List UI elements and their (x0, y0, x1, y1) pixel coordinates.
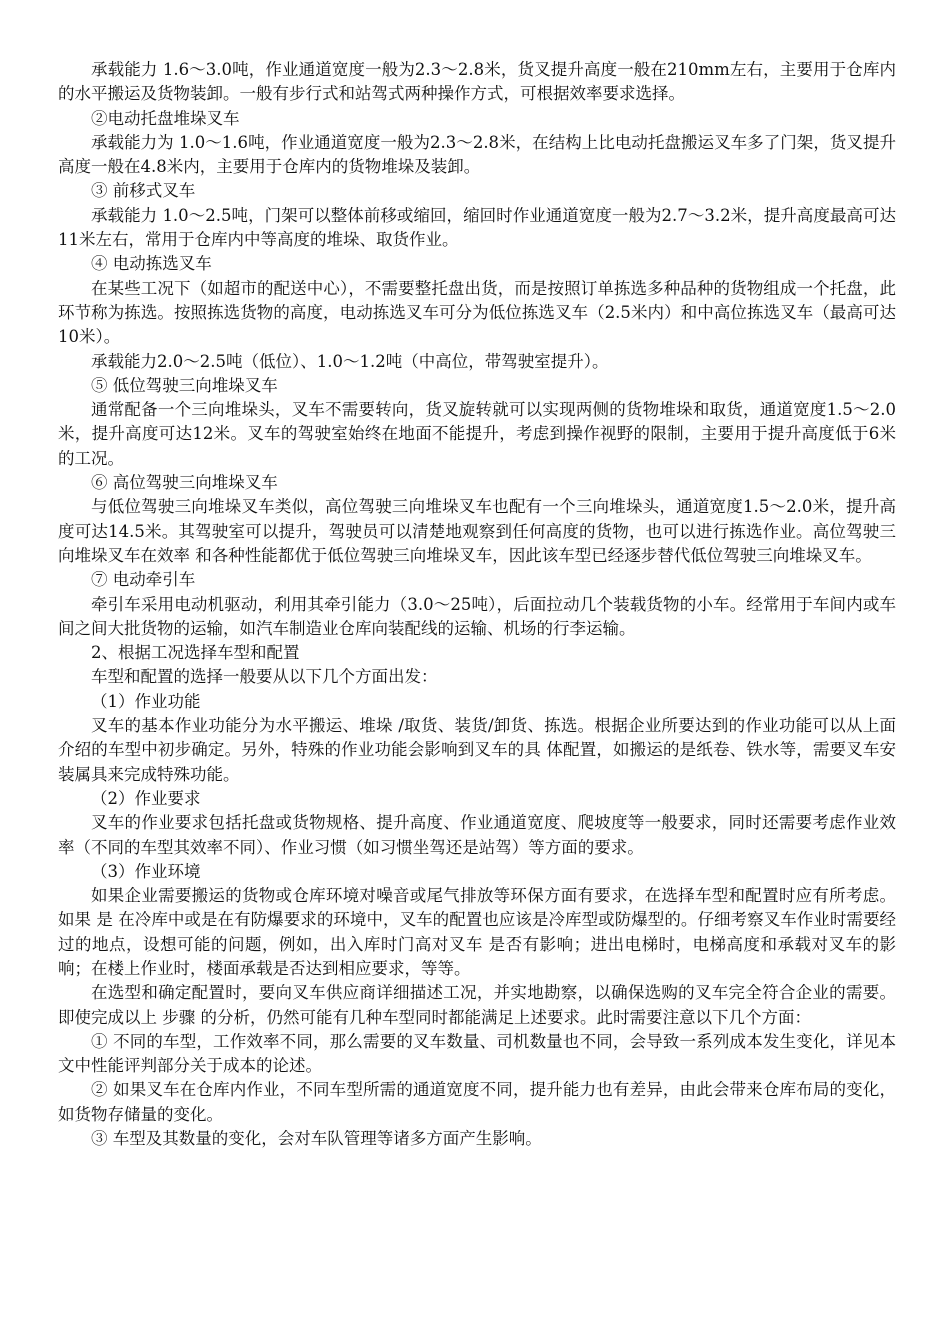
heading-low-level-turret-truck: ⑤ 低位驾驶三向堆垛叉车 (91, 375, 278, 395)
subheading-operation-function: （1）作业功能 (91, 691, 201, 711)
heading-electric-tow-tractor: ⑦ 电动牵引车 (91, 570, 196, 590)
heading-order-picker: ④ 电动拣选叉车 (91, 254, 212, 274)
document-page (58, 58, 896, 1151)
paragraph-high-level-turret-truck: 与低位驾驶三向堆垛叉车类似，高位驾驶三向堆垛叉车也配有一个三向堆垛头，通道宽度1.5～2.0米，提升高度可达14.5米。其驾驶室可以提升，驾驶员可以清楚地观察到任何高度的货物，也可以进行拣选作业。高位驾驶三向堆垛叉车在效率 和各种性能都优于低位驾驶三向堆垛叉车，因此该车型已经逐步替代低位驾驶三向堆垛叉车。 (58, 497, 896, 565)
subheading-operation-environment: （3）作业环境 (91, 861, 201, 881)
paragraph-operation-environment: 如果企业需要搬运的货物或仓库环境对噪音或尾气排放等环保方面有要求，在选择车型和配置时应有所考虑。如果 是 在冷库中或是在有防爆要求的环境中，叉车的配置也应该是冷库型或防爆型的。仔细考察叉车作业时需要经过的地点，设想可能的问题，例如，出入库时门高对叉车 是否有影响；进出电梯时，电梯高度和承载对叉车的影响；在楼上作业时，楼面承载是否达到相应要求，等等。 (58, 886, 896, 978)
paragraph-operation-function: 叉车的基本作业功能分为水平搬运、堆垛 /取货、装货/卸货、拣选。根据企业所要达到的作业功能可以从上面介绍的车型中初步确定。另外，特殊的作业功能会影响到叉车的具 体配置，如搬运的是纸卷、铁水等，需要叉车安装属具来完成特殊功能。 (58, 716, 896, 784)
heading-reach-truck: ③ 前移式叉车 (91, 181, 196, 201)
heading-high-level-turret-truck: ⑥ 高位驾驶三向堆垛叉车 (91, 473, 278, 493)
list-item-fleet-management: ③ 车型及其数量的变化，会对车队管理等诸多方面产生影响。 (91, 1129, 542, 1149)
paragraph-reach-truck: 承载能力 1.0～2.5吨，门架可以整体前移或缩回，缩回时作业通道宽度一般为2.7～3.2米，提升高度最高可达11米左右，常用于仓库内中等高度的堆垛、取货作业。 (58, 205, 896, 250)
paragraph-operation-requirements: 叉车的作业要求包括托盘或货物规格、提升高度、作业通道宽度、爬坡度等一般要求，同时还需要考虑作业效率（不同的车型其效率不同）、作业习惯（如习惯坐驾还是站驾）等方面的要求。 (58, 813, 896, 857)
heading-electric-pallet-stacker: ②电动托盘堆垛叉车 (91, 108, 240, 128)
paragraph-selection-configuration: 在选型和确定配置时，要向叉车供应商详细描述工况，并实地勘察，以确保选购的叉车完全符合企业的需要。即使完成以上 步骤 的分析，仍然可能有几种车型同时都能满足上述要求。此时需要注意以下几个方面： (58, 983, 896, 1027)
paragraph-order-picker-capacity: 承载能力2.0～2.5吨（低位）、1.0～1.2吨（中高位，带驾驶室提升）。 (91, 351, 609, 371)
paragraph-selection-intro: 车型和配置的选择一般要从以下几个方面出发： (91, 667, 438, 687)
paragraph-order-picker: 在某些工况下（如超市的配送中心），不需要整托盘出货，而是按照订单拣选多种品种的货物组成一个托盘，此环节称为拣选。按照拣选货物的高度，电动拣选叉车可分为低位拣选叉车（2.5米内）和中高位拣选叉车（最高可达10米）。 (58, 278, 896, 347)
subheading-operation-requirements: （2）作业要求 (91, 788, 201, 808)
list-item-efficiency: ① 不同的车型，工作效率不同，那么需要的叉车数量、司机数量也不同，会导致一系列成本发生变化，详见本文中性能评判部分关于成本的论述。 (58, 1031, 896, 1076)
paragraph-electric-pallet-stacker: 承载能力为 1.0～1.6吨，作业通道宽度一般为2.3～2.8米，在结构上比电动托盘搬运叉车多了门架，货叉提升高度一般在4.8米内，主要用于仓库内的货物堆垛及装卸。 (58, 132, 896, 177)
paragraph-electric-tow-tractor: 牵引车采用电动机驱动，利用其牵引能力（3.0～25吨），后面拉动几个装载货物的小车。经常用于车间内或车间之间大批货物的运输，如汽车制造业仓库向装配线的运输、机场的行李运输。 (58, 594, 896, 638)
section-heading-selection: 2、根据工况选择车型和配置 (91, 643, 300, 663)
list-item-aisle-width: ② 如果叉车在仓库内作业，不同车型所需的通道宽度不同，提升能力也有差异，由此会带来仓库布局的变化，如货物存储量的变化。 (58, 1080, 896, 1124)
paragraph-load-capacity-pallet-truck: 承载能力 1.6～3.0吨，作业通道宽度一般为2.3～2.8米，货叉提升高度一般在210mm左右，主要用于仓库内的水平搬运及货物装卸。一般有步行式和站驾式两种操作方式，可根据效率要求选择。 (58, 60, 896, 104)
paragraph-low-level-turret-truck: 通常配备一个三向堆垛头，叉车不需要转向，货叉旋转就可以实现两侧的货物堆垛和取货，通道宽度1.5～2.0米，提升高度可达12米。叉车的驾驶室始终在地面不能提升，考虑到操作视野的限制，主要用于提升高度低于6米的工况。 (58, 400, 896, 468)
